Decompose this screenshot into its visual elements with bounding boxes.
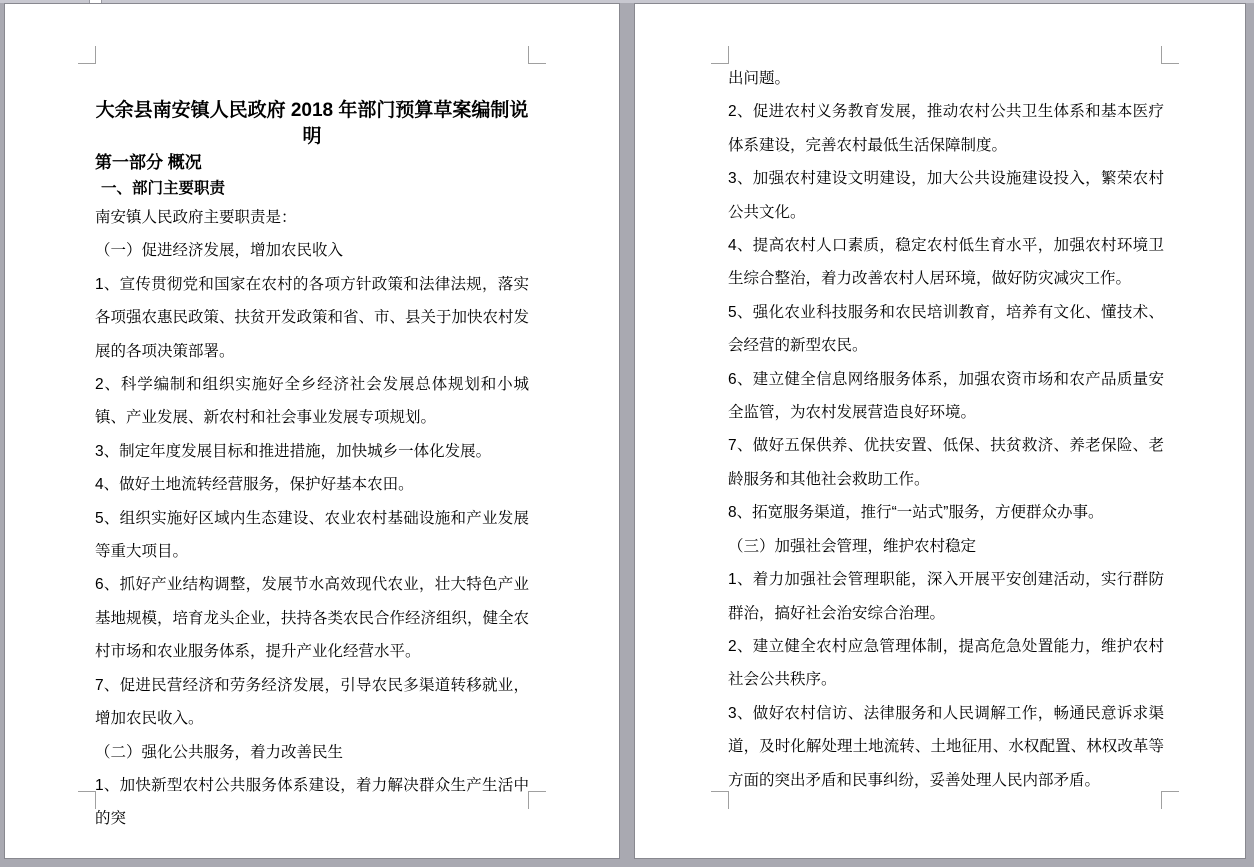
paragraph[interactable]: 7、促进民营经济和劳务经济发展，引导农民多渠道转移就业，增加农民收入。 — [95, 676, 529, 728]
crop-mark-bottom-left — [711, 791, 729, 809]
paragraph[interactable]: 1、着力加强社会管理职能，深入开展平安创建活动，实行群防群治，搞好社会治安综合治理。 — [728, 571, 1164, 622]
paragraph[interactable]: 南安镇人民政府主要职责是： — [95, 209, 297, 226]
crop-mark-bottom-left — [78, 791, 96, 809]
paragraph[interactable]: （二）强化公共服务，着力改善民生 — [95, 743, 344, 761]
page-1-text-area[interactable] — [95, 98, 529, 836]
paragraph[interactable]: 2、科学编制和组织实施好全乡经济社会发展总体规划和小城镇、产业发展、新农村和社会事业发展专项规划。 — [95, 376, 529, 427]
section-heading-part-one[interactable]: 第一部分 概况 — [95, 153, 202, 172]
paragraph[interactable]: （三）加强社会管理，维护农村稳定 — [728, 537, 977, 555]
paragraph[interactable]: 3、加强农村建设文明建设，加大公共设施建设投入，繁荣农村公共文化。 — [728, 170, 1164, 221]
paragraph[interactable]: 1、宣传贯彻党和国家在农村的各项方针政策和法律法规，落实各项强农惠民政策、扶贫开发政策和省、市、县关于加快农村发展的各项决策部署。 — [95, 275, 530, 360]
document-page-2[interactable] — [634, 3, 1246, 859]
paragraph[interactable]: 4、提高农村人口素质，稳定农村低生育水平，加强农村环境卫生综合整治，着力改善农村人居环境，做好防灾减灾工作。 — [728, 237, 1164, 288]
paragraph[interactable]: 3、做好农村信访、法律服务和人民调解工作，畅通民意诉求渠道，及时化解处理土地流转、土地征用、水权配置、林权改革等方面的突出矛盾和民事纠纷，妥善处理人民内部矛盾。 — [728, 704, 1164, 789]
document-title[interactable]: 大余县南安镇人民政府 2018 年部门预算草案编制说明 — [95, 100, 529, 147]
heading-department-duties[interactable]: 一、部门主要职责 — [101, 180, 226, 197]
crop-mark-top-left — [711, 46, 729, 64]
paragraph[interactable]: 3、制定年度发展目标和推进措施，加快城乡一体化发展。 — [95, 442, 492, 460]
paragraph[interactable]: 出问题。 — [728, 70, 791, 87]
paragraph[interactable]: 2、建立健全农村应急管理体制，提高危急处置能力，维护农村社会公共秩序。 — [728, 637, 1164, 689]
paragraph[interactable]: 2、促进农村义务教育发展，推动农村公共卫生体系和基本医疗体系建设，完善农村最低生活保障制度。 — [728, 103, 1164, 154]
page-2-text-area[interactable] — [728, 62, 1164, 797]
crop-mark-top-right — [528, 46, 546, 64]
crop-mark-top-left — [78, 46, 96, 64]
paragraph[interactable]: 7、做好五保供养、优扶安置、低保、扶贫救济、养老保险、老龄服务和其他社会救助工作。 — [728, 437, 1164, 488]
paragraph[interactable]: 5、强化农业科技服务和农民培训教育，培养有文化、懂技术、会经营的新型农民。 — [728, 303, 1164, 355]
paragraph[interactable]: 4、做好土地流转经营服务，保护好基本农田。 — [95, 476, 414, 494]
paragraph[interactable]: 6、建立健全信息网络服务体系，加强农资市场和农产品质量安全监管，为农村发展营造良好环境。 — [728, 370, 1164, 422]
paragraph[interactable]: 8、拓宽服务渠道，推行“一站式”服务，方便群众办事。 — [728, 504, 1104, 522]
paragraph[interactable]: 1、加快新型农村公共服务体系建设，着力解决群众生产生活中的突 — [95, 776, 529, 828]
crop-mark-bottom-right — [528, 791, 546, 809]
paragraph[interactable]: （一）促进经济发展，增加农民收入 — [95, 242, 344, 260]
document-page-1[interactable] — [4, 3, 620, 859]
paragraph[interactable]: 5、组织实施好区域内生态建设、农业农村基础设施和产业发展等重大项目。 — [95, 509, 529, 561]
paragraph[interactable]: 6、抓好产业结构调整，发展节水高效现代农业，壮大特色产业基地规模，培育龙头企业，扶持各类农民合作经济组织，健全农村市场和农业服务体系，提升产业化经营水平。 — [95, 576, 530, 661]
